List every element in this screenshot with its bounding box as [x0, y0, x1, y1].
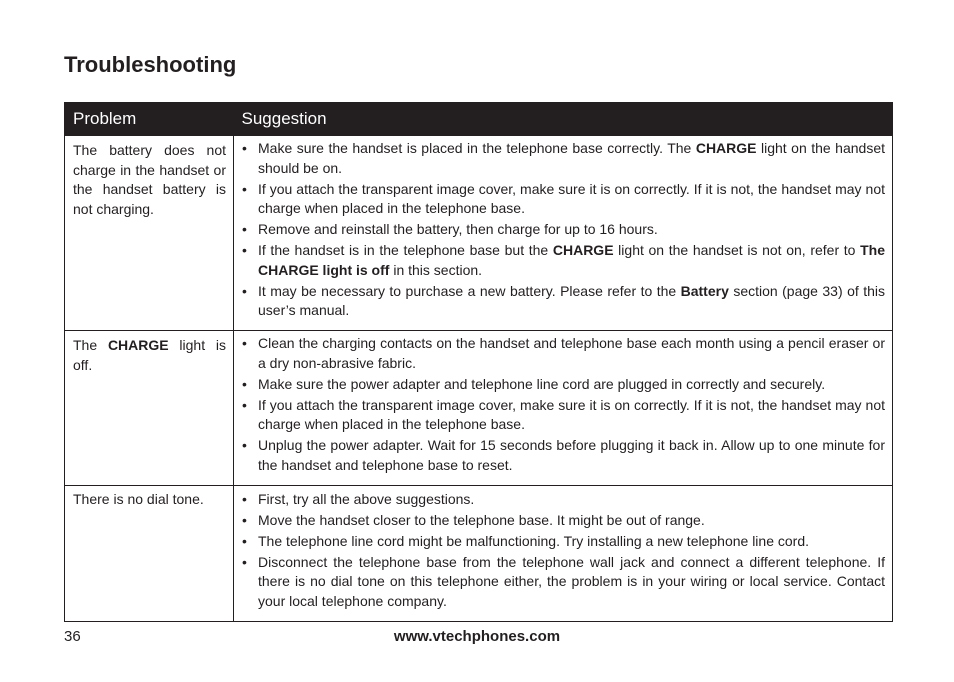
suggestion-item — [241, 139, 885, 178]
suggestion-item — [241, 396, 885, 435]
problem-cell — [65, 136, 234, 331]
problem-text: There is no dial tone. — [73, 490, 204, 507]
suggestion-column-header: Suggestion — [234, 103, 893, 136]
suggestion-text: Move the handset closer to the telephone base. It might be out of range. — [258, 511, 705, 528]
suggestion-text: If you attach the transparent image cover, make sure it is on correctly. If it is not, the handset may not charge when placed in the telephone base. — [258, 396, 885, 432]
suggestion-text: Unplug the power adapter. Wait for 15 seconds before plugging it back in. Allow up to one minute for the handset and telephone base to reset. — [258, 437, 885, 473]
problem-text: The — [73, 337, 108, 353]
table-row — [65, 331, 893, 486]
suggestion-cell — [234, 485, 893, 621]
cross-reference-link: The CHARGE light is off — [258, 242, 885, 278]
suggestion-list — [241, 334, 885, 475]
suggestion-text: light on the handset is not on, refer to — [613, 242, 861, 258]
suggestion-text: First, try all the above suggestions. — [258, 490, 475, 507]
suggestion-item — [241, 220, 885, 240]
suggestion-item — [241, 532, 885, 552]
table-row — [65, 485, 893, 621]
page-title: Troubleshooting — [64, 52, 237, 77]
suggestion-text: Make sure the handset is placed in the telephone base correctly. The — [258, 140, 696, 156]
suggestion-list — [241, 490, 885, 612]
suggestion-bold-text: CHARGE — [695, 140, 757, 156]
suggestion-item — [241, 553, 885, 612]
suggestion-cell — [234, 331, 893, 486]
problem-bold-text: CHARGE — [107, 337, 169, 353]
suggestion-bold-text: CHARGE — [552, 242, 614, 258]
suggestion-text: Remove and reinstall the battery, then charge for up to 16 hours. — [258, 221, 658, 237]
suggestion-item — [241, 375, 885, 395]
suggestion-item — [241, 282, 885, 321]
suggestion-text: Clean the charging contacts on the handset and telephone base each month using a pencil eraser or a dry non-abrasive fabric. — [258, 335, 885, 371]
suggestion-text: If you attach the transparent image cover, make sure it is on correctly. If it is not, the handset may not charge when placed in the telephone base. — [258, 180, 885, 216]
problem-text: light is off. — [73, 337, 227, 373]
suggestion-bold-text: Battery — [680, 282, 729, 299]
suggestion-cell — [234, 136, 893, 331]
suggestion-item — [241, 490, 885, 510]
problem-text: The battery does not charge in the handset or the handset battery is not charging. — [73, 142, 226, 217]
problem-column-header: Problem — [65, 103, 234, 136]
suggestion-text: If the handset is in the telephone base but the — [258, 242, 553, 258]
suggestion-item — [241, 241, 885, 280]
suggestion-text: section (page 33) of this user’s manual. — [258, 282, 886, 318]
problem-cell — [65, 331, 234, 486]
page-number: 36 — [64, 628, 81, 645]
suggestion-text: Make sure the power adapter and telephone line cord are plugged in correctly and securely. — [258, 375, 826, 392]
suggestion-item — [241, 436, 885, 475]
suggestion-item — [241, 334, 885, 373]
suggestion-list — [241, 139, 885, 321]
troubleshooting-table — [64, 102, 893, 622]
suggestion-text: Disconnect the telephone base from the telephone wall jack and connect a different telephone. If there is no dial tone on this telephone either, the problem is in your wiring or local service. Contact your local telephone company. — [258, 553, 885, 609]
suggestion-text: in this section. — [389, 261, 483, 278]
suggestion-text: The telephone line cord might be malfunctioning. Try installing a new telephone line cord. — [258, 532, 809, 549]
suggestion-item — [241, 180, 885, 219]
problem-cell — [65, 485, 234, 621]
suggestion-item — [241, 511, 885, 531]
suggestion-text: It may be necessary to purchase a new battery. Please refer to the — [258, 282, 681, 299]
table-header-row — [65, 103, 893, 136]
suggestion-text: light on the handset should be on. — [258, 140, 885, 176]
table-row — [65, 136, 893, 331]
website-url: www.vtechphones.com — [393, 628, 561, 645]
